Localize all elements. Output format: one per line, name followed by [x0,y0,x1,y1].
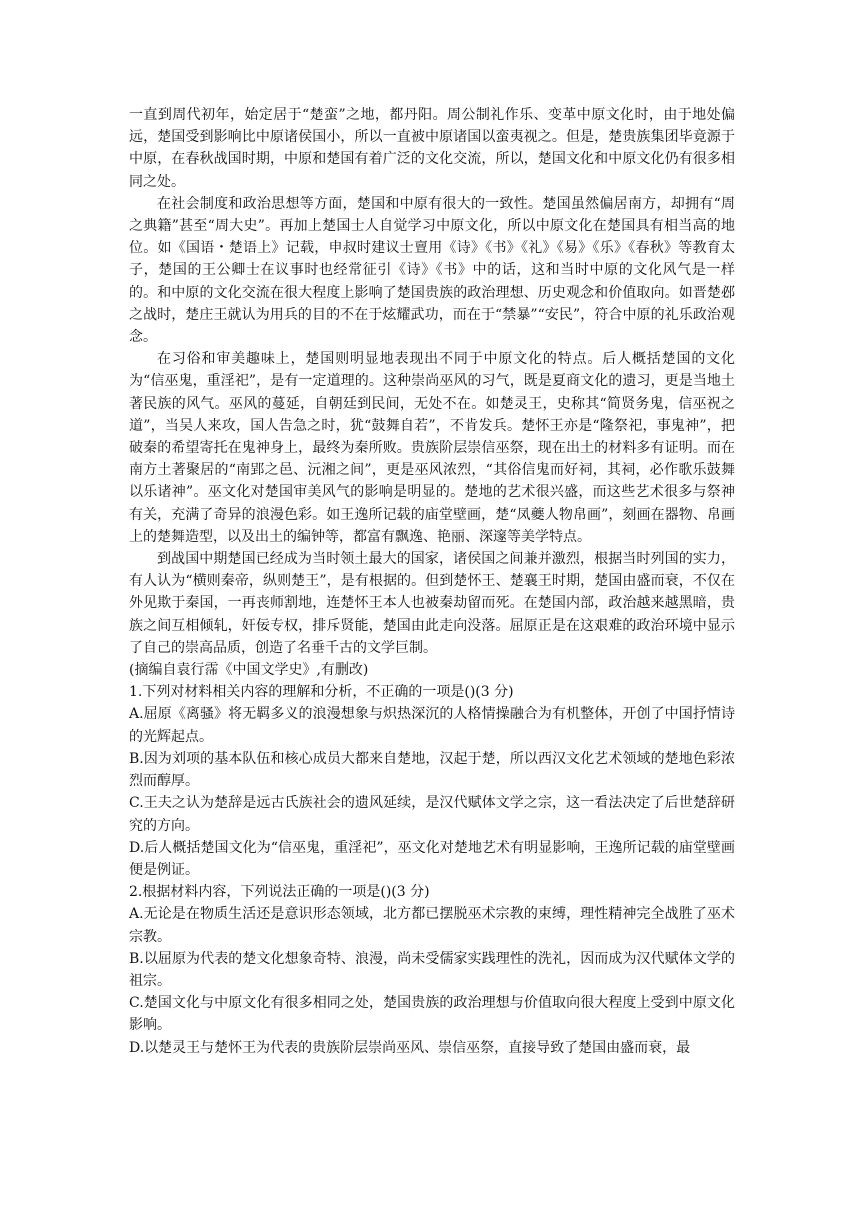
question-2-option-a: A.无论是在物质生活还是意识形态领域，北方都已摆脱巫术宗教的束缚，理性精神完全战胜了巫术宗教。 [129,906,735,945]
passage-paragraph-3: 在习俗和审美趣味上，楚国则明显地表现出不同于中原文化的特点。后人概括楚国的文化为“信巫鬼，重淫祀”，是有一定道理的。这种崇尚巫风的习气，既是夏商文化的遗习，更是当地土著民族的风气。巫风的蔓延，自朝廷到民间，无处不在。如楚灵王，史称其“简贤务鬼，信巫祝之道”，当吴人来攻，国人告急之时，犹“鼓舞自若”，不肯发兵。楚怀王亦是“隆祭祀，事鬼神”，把破秦的希望寄托在鬼神身上，最终为秦所败。贵族阶层崇信巫祭，现在出土的材料多有证明。而在南方土著聚居的“南郢之邑、沅湘之间”，更是巫风浓烈，“其俗信鬼而好祠，其祠，必作歌乐鼓舞以乐诸神”。巫文化对楚国审美风气的影响是明显的。楚地的艺术很兴盛，而这些艺术很多与祭神有关，充满了奇异的浪漫色彩。如王逸所记载的庙堂壁画，楚“凤夔人物帛画”，刻画在器物、帛画上的楚舞造型，以及出土的编钟等，都富有飘逸、艳丽、深邃等美学特点。 [129,351,735,545]
passage-paragraph-4: 到战国中期楚国已经成为当时领土最大的国家，诸侯国之间兼并激烈，根据当时列国的实力，有人认为“横则秦帝，纵则楚王”，是有根据的。但到楚怀王、楚襄王时期，楚国由盛而衰，不仅在外见欺于秦国，一再丧师割地，连楚怀王本人也被秦劫留而死。在楚国内部，政治越来越黑暗，贵族之间互相倾轧，奸佞专权，排斥贤能，楚国由此走向没落。屈原正是在这艰难的政治环境中显示了自己的崇高品质，创造了名垂千古的文学巨制。 [129,551,735,656]
question-stem: 1.下列对材料相关内容的理解和分析，不正确的一项是()(3 分) [129,684,514,701]
question-1-option-b: B.因为刘项的基本队伍和核心成员大都来自楚地，汉起于楚，所以西汉文化艺术领域的楚地色彩浓烈而醇厚。 [129,750,735,790]
question-1-option-a: A.屈原《离骚》将无羁多义的浪漫想象与炽热深沉的人格情操融合为有机整体，开创了中国抒情诗的光辉起点。 [129,706,735,745]
question-2-option-b: B.以屈原为代表的楚文化想象奇特、浪漫，尚未受儒家实践理性的洗礼，因而成为汉代赋体文学的祖宗。 [129,950,735,989]
question-2 [129,881,735,1059]
passage-paragraph-2: 在社会制度和政治思想等方面，楚国和中原有很大的一致性。楚国虽然偏居南方，却拥有“周之典籍”甚至“周大史”。再加上楚国士人自觉学习中原文化，所以中原文化在楚国具有相当高的地位。如《国语・楚语上》记载，申叔时建议士亶用《诗》《书》《礼》《易》《乐》《春秋》等教育太子，楚国的王公卿士在议事时也经常征引《诗》《书》中的话，这和当时中原的文化风气是一样的。和中原的文化交流在很大程度上影响了楚国贵族的政治理想、历史观念和价值取向。如晋楚邲之战时，楚庄王就认为用兵的目的不在于炫耀武功，而在于“禁暴”“安民”，符合中原的礼乐政治观念。 [129,195,735,346]
question-1-option-d: D.后人概括楚国文化为“信巫鬼，重淫祀”，巫文化对楚地艺术有明显影响，王逸所记载的庙堂壁画便是例证。 [129,839,735,878]
question-1 [129,681,735,881]
question-2-option-c: C.楚国文化与中原文化有很多相同之处，楚国贵族的政治理想与价值取向很大程度上受到中原文化影响。 [129,995,735,1034]
passage-source: (摘编自袁行霈《中国文学史》,有删改) [129,662,369,679]
question-stem: 2.根据材料内容，下列说法正确的一项是()(3 分) [129,884,430,901]
passage-paragraph-1: 一直到周代初年，始定居于“楚蛮”之地，都丹阳。周公制礼作乐、变革中原文化时，由于地处偏远，楚国受到影响比中原诸侯国小，所以一直被中原诸国以蛮夷视之。但是，楚贵族集团毕竟源于中原，在春秋战国时期，中原和楚国有着广泛的文化交流，所以，楚国文化和中原文化仍有很多相同之处。 [129,107,735,190]
question-1-option-c: C.王夫之认为楚辞是远古氏族社会的遗风延续，是汉代赋体文学之宗，这一看法决定了后世楚辞研究的方向。 [129,795,735,834]
document-page [129,104,735,1059]
question-2-option-d: D.以楚灵王与楚怀王为代表的贵族阶层崇尚巫风、崇信巫祭，直接导致了楚国由盛而衰，最 [129,1039,691,1056]
